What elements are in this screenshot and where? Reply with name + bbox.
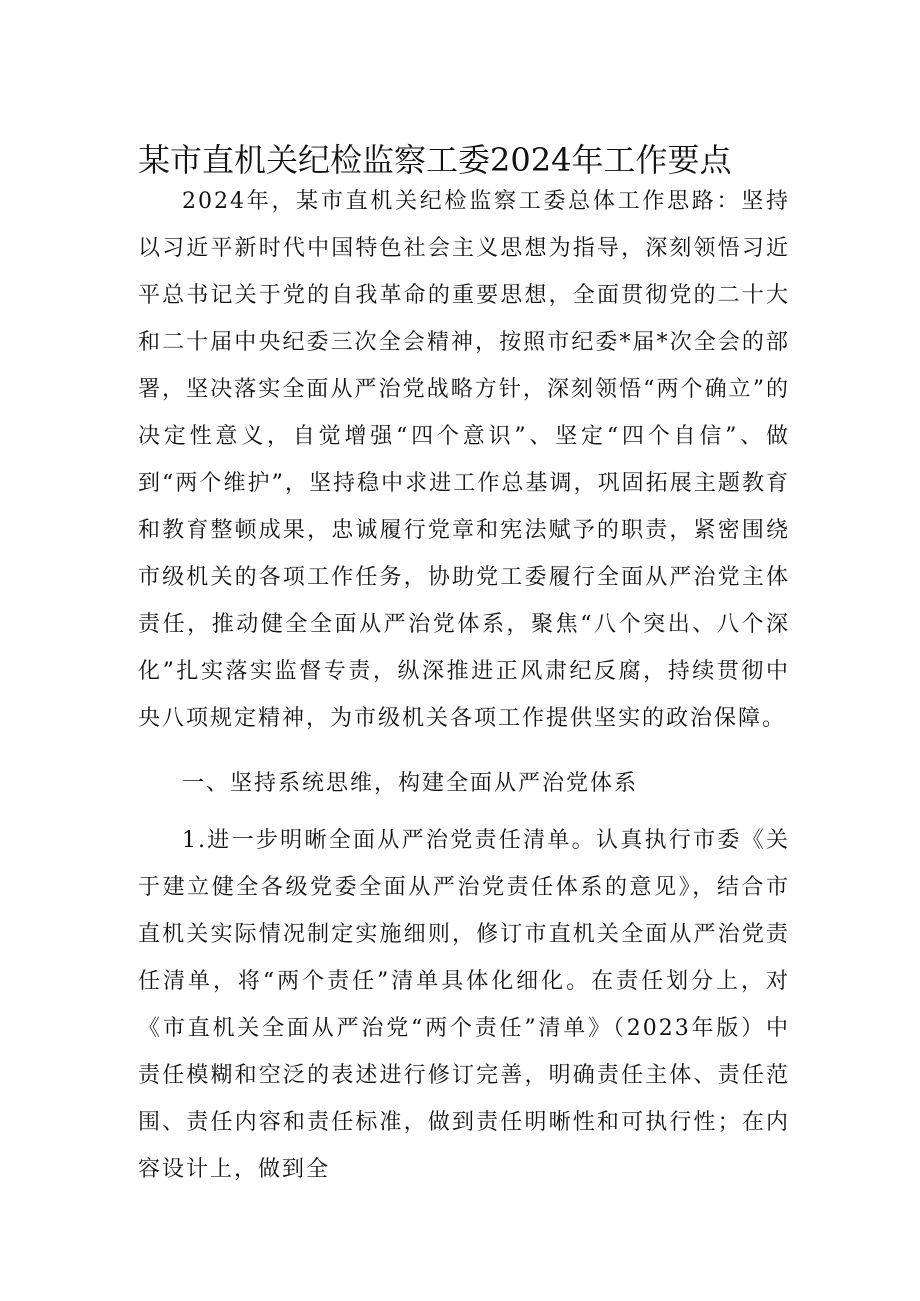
section-heading: 一、坚持系统思维，构建全面从严治党体系 [182,771,639,796]
document-title: 某市直机关纪检监察工委2024年工作要点 [138,141,732,179]
document-body [138,178,790,1193]
item-paragraph: 1.进一步明晰全面从严治党责任清单。认真执行市委《关于建立健全各级党委全面从严治党责任体系的意见》，结合市直机关实际情况制定实施细则，修订市直机关全面从严治党责任清单，将“两个责任”清单具体化细化。在责任划分上，对《市直机关全面从严治党“两个责任”清单》（2023年版）中责任模糊和空泛的表述进行修订完善，明确责任主体、责任范围、责任内容和责任标准，做到责任明晰性和可执行性；在内容设计上，做到全 [138,828,790,1182]
intro-paragraph: 2024年，某市直机关纪检监察工委总体工作思路：坚持以习近平新时代中国特色社会主义思想为指导，深刻领悟习近平总书记关于党的自我革命的重要思想，全面贯彻党的二十大和二十届中央纪委三次全会精神，按照市纪委*届*次全会的部署，坚决落实全面从严治党战略方针，深刻领悟“两个确立”的决定性意义，自觉增强“四个意识”、坚定“四个自信”、做到“两个维护”，坚持稳中求进工作总基调，巩固拓展主题教育和教育整顿成果，忠诚履行党章和宪法赋予的职责，紧密围绕市级机关的各项工作任务，协助党工委履行全面从严治党主体责任，推动健全全面从严治党体系，聚焦“八个突出、八个深化”扎实落实监督专责，纵深推进正风肃纪反腐，持续贯彻中央八项规定精神，为市级机关各项工作提供坚实的政治保障。 [138,189,790,731]
